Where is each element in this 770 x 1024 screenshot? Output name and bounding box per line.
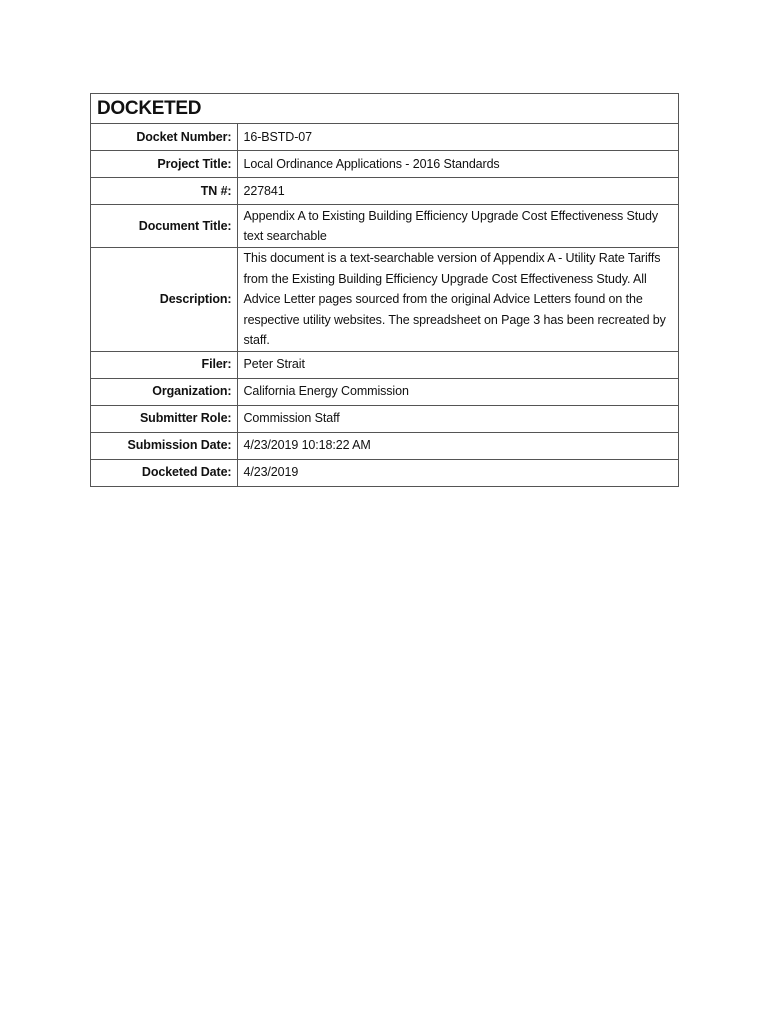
- tn-number-value: 227841: [237, 178, 678, 205]
- row-organization: [91, 378, 678, 405]
- project-title-label: Project Title:: [91, 151, 237, 178]
- docket-details-table: [91, 124, 678, 486]
- filer-label: Filer:: [91, 351, 237, 378]
- row-docket-number: [91, 124, 678, 151]
- document-title-label: Document Title:: [91, 205, 237, 248]
- docket-number-label: Docket Number:: [91, 124, 237, 151]
- row-filer: [91, 351, 678, 378]
- row-tn-number: [91, 178, 678, 205]
- docket-number-value: 16-BSTD-07: [237, 124, 678, 151]
- submitter-role-label: Submitter Role:: [91, 405, 237, 432]
- document-title-value: Appendix A to Existing Building Efficiency Upgrade Cost Effectiveness Study text searchable: [237, 205, 678, 248]
- row-submission-date: [91, 432, 678, 459]
- organization-value: California Energy Commission: [237, 378, 678, 405]
- submission-date-value: 4/23/2019 10:18:22 AM: [237, 432, 678, 459]
- row-document-title: [91, 205, 678, 248]
- tn-number-label: TN #:: [91, 178, 237, 205]
- description-value: This document is a text-searchable version of Appendix A - Utility Rate Tariffs from the Existing Building Efficiency Upgrade Cost Effectiveness Study. All Advice Letter pages sourced from the original Advice Letters found on the respective utility websites. The spreadsheet on Page 3 has been recreated by staff.: [237, 248, 678, 352]
- project-title-value: Local Ordinance Applications - 2016 Standards: [237, 151, 678, 178]
- filer-value: Peter Strait: [237, 351, 678, 378]
- row-docketed-date: [91, 459, 678, 486]
- submission-date-label: Submission Date:: [91, 432, 237, 459]
- row-submitter-role: [91, 405, 678, 432]
- submitter-role-value: Commission Staff: [237, 405, 678, 432]
- docket-cover-box: [90, 93, 679, 487]
- docketed-date-label: Docketed Date:: [91, 459, 237, 486]
- description-label: Description:: [91, 248, 237, 352]
- docketed-heading: DOCKETED: [91, 94, 678, 124]
- row-description: [91, 248, 678, 352]
- docketed-date-value: 4/23/2019: [243, 465, 299, 480]
- row-project-title: [91, 151, 678, 178]
- organization-label: Organization:: [91, 378, 237, 405]
